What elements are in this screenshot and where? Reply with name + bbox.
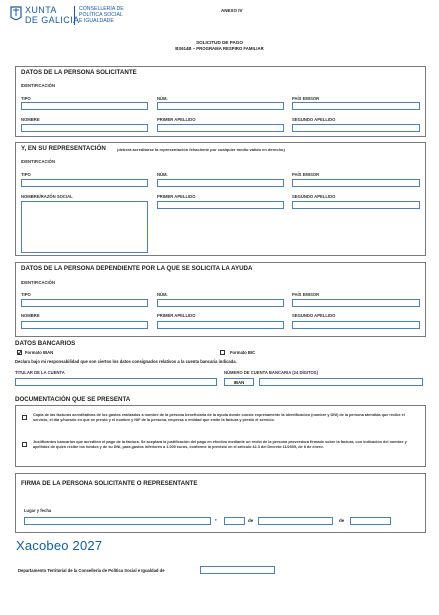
- titular-input[interactable]: [15, 378, 217, 386]
- section-solicitante-title: DATOS DE LA PERSONA SOLICITANTE: [21, 69, 137, 76]
- iban-format-checkbox[interactable]: [17, 350, 22, 355]
- primer-apellido-label: PRIMER APELLIDO: [157, 194, 196, 199]
- solicitante-num-input[interactable]: [157, 102, 284, 110]
- documentacion-item1-checkbox[interactable]: [22, 415, 27, 420]
- xunta-line2: DE GALICIA: [25, 15, 80, 25]
- pais-emisor-label: PAÍS EMISOR: [292, 172, 320, 177]
- representante-pais-input[interactable]: [292, 179, 420, 187]
- bic-format-checkbox[interactable]: [220, 350, 225, 355]
- dependiente-pais-input[interactable]: [292, 299, 420, 307]
- num-label: NÚM.: [157, 292, 168, 297]
- lugar-input[interactable]: [24, 517, 211, 525]
- iban-label-text: IBAN: [233, 380, 245, 385]
- dependiente-num-input[interactable]: [157, 299, 284, 307]
- solicitante-tipo-input[interactable]: [21, 102, 148, 110]
- solicitante-apellido1-input[interactable]: [157, 124, 284, 132]
- section-dependiente-title: DATOS DE LA PERSONA DEPENDIENTE POR LA QUE SE SOLICITA LA AYUDA: [21, 265, 253, 272]
- checkmark-icon: [17, 350, 22, 355]
- num-label: NÚM.: [157, 96, 168, 101]
- identificacion-label: IDENTIFICACIÓN: [21, 159, 55, 164]
- section-documentacion-title: DOCUMENTACIÓN QUE SE PRESENTA: [15, 396, 131, 403]
- iban-label: [224, 378, 254, 386]
- identificacion-label: IDENTIFICACIÓN: [21, 280, 55, 285]
- bancarios-declaration: Declara bajo mi responsabilidad que son ciertos los datos consignados relativos a la cuenta bancaria indicada.: [15, 359, 237, 364]
- documentacion-item2-text: Justificantes bancarios que acrediten el pago de la factura. Se aceptará la justificación del pago en efectivo mediante un recibí de la persona proveedora firmado sobre la factura, con indicación del nombre y apellidos de quien recibe los fondos y de su DNI, para gastos inferiores a 1.000 euros, conforme lo previsto en el artículo 42.3 del Decreto 11/2009, de 8 de enero.: [33, 440, 407, 450]
- xunta-line1: XUNTA: [25, 5, 57, 15]
- conselleria-line3: E IGUALDADE: [79, 18, 114, 24]
- tipo-label: TIPO: [21, 292, 31, 297]
- dependiente-apellido2-input[interactable]: [292, 321, 420, 329]
- pais-emisor-label: PAÍS EMISOR: [292, 292, 320, 297]
- section-bancarios-title: DATOS BANCARIOS: [15, 340, 76, 347]
- solicitante-pais-input[interactable]: [292, 102, 420, 110]
- conselleria-line2: POLÍTICA SOCIAL: [79, 12, 123, 18]
- mes-input[interactable]: [258, 517, 333, 525]
- nombre-label: NOMBRE: [21, 117, 40, 122]
- anio-input[interactable]: [350, 517, 391, 525]
- dependiente-tipo-input[interactable]: [21, 299, 148, 307]
- segundo-apellido-label: SEGUNDO APELLIDO: [292, 117, 336, 122]
- dia-input[interactable]: [224, 517, 245, 525]
- segundo-apellido-label: SEGUNDO APELLIDO: [292, 313, 336, 318]
- pais-emisor-label: PAÍS EMISOR: [292, 96, 320, 101]
- de-separator-1: de: [248, 518, 254, 523]
- numero-cuenta-label: NÚMERO DE CUENTA BANCARIA (24 DÍGITOS): [224, 370, 318, 375]
- dependiente-apellido1-input[interactable]: [157, 321, 284, 329]
- iban-format-label: Formato IBAN: [25, 350, 54, 355]
- representacion-note: (deberá acreditarse la representación fehaciente por cualquier medio válido en derecho): [117, 147, 285, 152]
- annex-label: ANEXO IV: [221, 8, 243, 13]
- lugar-fecha-label: Lugar y fecha: [24, 508, 52, 513]
- segundo-apellido-label: SEGUNDO APELLIDO: [292, 194, 336, 199]
- de-separator-2: de: [339, 518, 345, 523]
- form-title: SOLICITUD DE PAGO: [196, 40, 243, 45]
- tipo-label: TIPO: [21, 172, 31, 177]
- representante-apellido2-input[interactable]: [292, 201, 420, 209]
- primer-apellido-label: PRIMER APELLIDO: [157, 117, 196, 122]
- xacobeo-logo: [16, 538, 126, 556]
- documentacion-item1-text: Copia de las facturas acreditativas de los gastos realizados a nombre de la persona beneficiaria de la ayuda donde conste expresamente la identificación (nombre y DNI) de la persona atendida que recibe el servicio, el día y/horario en que se prestó y el nombre y NIF de la persona, empresa o entidad que emite la factura y prestó el servicio.: [33, 413, 405, 423]
- identificacion-label: IDENTIFICACIÓN: [21, 83, 55, 88]
- section-firma-title: FIRMA DE LA PERSONA SOLICITANTE O REPRESENTANTE: [21, 480, 198, 487]
- conselleria-label: [79, 6, 149, 24]
- comma-separator: ,: [215, 516, 217, 522]
- solicitante-nombre-input[interactable]: [21, 124, 148, 132]
- tipo-label: TIPO: [21, 96, 31, 101]
- documentacion-item2-checkbox[interactable]: [22, 442, 27, 447]
- numero-cuenta-input[interactable]: [259, 378, 423, 386]
- solicitante-apellido2-input[interactable]: [292, 124, 420, 132]
- nombre-razon-social-label: NOMBRE/RAZÓN SOCIAL: [21, 194, 73, 199]
- representante-apellido1-input[interactable]: [157, 201, 284, 209]
- dependiente-nombre-input[interactable]: [21, 321, 148, 329]
- num-label: NÚM.: [157, 172, 168, 177]
- representante-razon-social-textarea[interactable]: [21, 201, 148, 253]
- primer-apellido-label: PRIMER APELLIDO: [157, 313, 196, 318]
- logo-divider: [74, 6, 75, 25]
- section-representacion-title: Y, EN SU REPRESENTACIÓN: [21, 145, 106, 152]
- representante-num-input[interactable]: [157, 179, 284, 187]
- form-subtitle: BS614B – PROGRAMA RESPIRO FAMILIAR: [175, 46, 264, 51]
- representante-tipo-input[interactable]: [21, 179, 148, 187]
- nombre-label: NOMBRE: [21, 313, 40, 318]
- xunta-emblem-icon: [10, 6, 22, 23]
- departamento-label: Departamento Territorial de la Consellería de Política Social e Igualdad de: [18, 568, 165, 573]
- conselleria-line1: CONSELLERÍA DE: [79, 6, 124, 12]
- titular-label: TITULAR DE LA CUENTA: [15, 370, 65, 375]
- bic-format-label: Formato BIC: [230, 350, 256, 355]
- xacobeo-logo-text: Xacobeo 2027: [16, 538, 103, 553]
- departamento-input[interactable]: [200, 566, 275, 574]
